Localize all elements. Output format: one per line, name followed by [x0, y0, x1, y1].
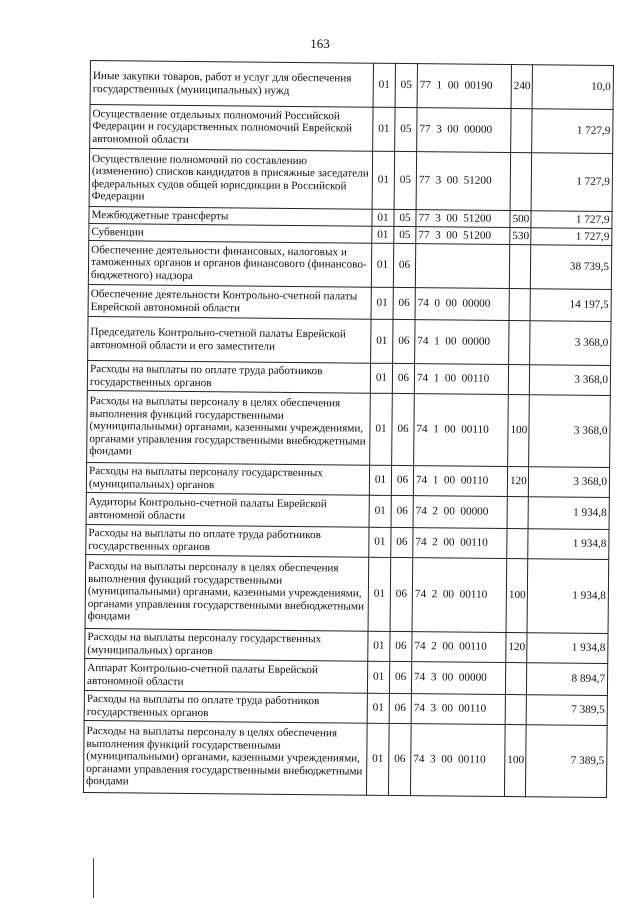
row-subsection-code: 06 — [388, 723, 411, 795]
row-expense-type-code — [511, 109, 532, 153]
table-row — [84, 658, 607, 695]
row-expense-type-code — [505, 663, 526, 695]
row-expense-type-code: 500 — [510, 211, 531, 228]
row-name: Аудиторы Контрольно-счетной палаты Еврейской автономной области — [86, 492, 369, 527]
row-subsection-code: 05 — [395, 63, 417, 107]
row-target-article-code: 74 1 00 00110 — [414, 364, 508, 395]
row-name: Расходы на выплаты по оплате труда работников государственных органов — [87, 360, 370, 393]
row-name: Расходы на выплаты персоналу в целях обеспечения выполнения функций государственными (муниципальными) органами, казенными учреждениями, органами управления государственными внебюджетными фондами — [85, 554, 369, 631]
row-name: Аппарат Контрольно-счетной палаты Еврейской автономной области — [84, 658, 367, 693]
row-name: Осуществление полномочий по составлению (изменению) списков кандидатов в присяжные заседатели федеральных судов общей юрисдикции в Российской Федерации — [89, 149, 373, 210]
row-section-code: 01 — [369, 495, 391, 527]
row-target-article-code: 77 1 00 00190 — [417, 64, 511, 109]
row-target-article-code: 74 1 00 00110 — [414, 394, 509, 467]
row-expense-type-code: 240 — [511, 65, 532, 109]
row-target-article-code: 74 3 00 00110 — [411, 694, 505, 725]
row-section-code: 01 — [371, 243, 393, 287]
row-amount: 1 727,9 — [531, 228, 612, 246]
row-subsection-code: 05 — [394, 151, 417, 209]
row-subsection-code: 06 — [391, 527, 413, 557]
row-section-code: 01 — [369, 465, 391, 495]
row-subsection-code: 06 — [390, 631, 412, 661]
row-amount: 1 727,9 — [531, 211, 612, 229]
table-row — [86, 524, 609, 559]
row-amount: 3 368,0 — [529, 395, 611, 468]
row-target-article-code: 77 3 00 51200 — [416, 210, 510, 228]
row-target-article-code: 74 3 00 00000 — [411, 662, 505, 695]
row-section-code: 01 — [373, 107, 395, 151]
row-expense-type-code: 100 — [508, 395, 530, 467]
row-amount: 3 368,0 — [530, 321, 611, 366]
row-subsection-code: 06 — [389, 661, 411, 693]
row-amount: 3 368,0 — [528, 467, 609, 498]
table-row — [90, 105, 613, 154]
table-row — [86, 492, 609, 529]
row-amount: 1 934,8 — [528, 529, 609, 560]
row-amount: 14 197,5 — [530, 289, 611, 322]
table-row — [90, 61, 613, 110]
row-amount: 1 934,8 — [527, 559, 609, 634]
row-name: Субвенции — [89, 223, 372, 243]
row-amount: 3 368,0 — [529, 365, 610, 396]
row-name: Расходы на выплаты персоналу государственных (муниципальных) органов — [85, 628, 368, 661]
row-amount: 1 727,9 — [532, 109, 613, 154]
row-name: Межбюджетные трансферты — [89, 206, 372, 226]
row-expense-type-code: 120 — [507, 467, 528, 497]
row-subsection-code: 05 — [394, 226, 416, 243]
row-expense-type-code: 530 — [510, 228, 531, 245]
row-subsection-code: 06 — [392, 363, 414, 393]
row-expense-type-code — [509, 245, 530, 289]
row-name: Осуществление отдельных полномочий Российской Федерации и государственных полномочий Еврейской автономной области — [90, 105, 373, 152]
row-target-article-code: 74 3 00 00110 — [410, 724, 505, 797]
row-subsection-code: 06 — [390, 557, 413, 631]
table-row — [88, 240, 611, 289]
row-subsection-code: 06 — [393, 287, 415, 319]
row-section-code: 01 — [367, 661, 389, 693]
row-subsection-code: 05 — [395, 107, 417, 151]
row-section-code: 01 — [370, 393, 393, 465]
row-section-code: 01 — [366, 723, 389, 795]
row-name: Расходы на выплаты персоналу в целях обеспечения выполнения функций государственными (муниципальными) органами, казенными учреждениями, органами управления государственными внебюджетными фондами — [83, 720, 367, 795]
row-target-article-code: 74 1 00 00000 — [415, 320, 509, 365]
row-expense-type-code — [509, 321, 530, 365]
row-name: Расходы на выплаты по оплате труда работников государственных органов — [84, 690, 367, 723]
row-subsection-code: 06 — [391, 465, 413, 495]
row-section-code: 01 — [371, 319, 393, 363]
page-number: 163 — [310, 36, 330, 51]
row-name: Расходы на выплаты по оплате труда работников государственных органов — [86, 524, 369, 557]
row-subsection-code: 06 — [392, 393, 415, 465]
row-amount: 10,0 — [532, 65, 613, 110]
row-section-code: 01 — [371, 287, 393, 319]
table-row — [83, 720, 607, 797]
row-section-code: 01 — [373, 63, 395, 107]
row-amount: 38 739,5 — [530, 245, 611, 290]
row-target-article-code: 77 3 00 51200 — [416, 227, 510, 245]
row-amount: 1 934,8 — [528, 497, 609, 530]
row-target-article-code: 74 2 00 00000 — [413, 496, 507, 529]
row-amount: 1 934,8 — [527, 633, 608, 664]
table-row — [88, 284, 611, 321]
row-subsection-code: 05 — [394, 209, 416, 226]
row-amount: 8 894,7 — [526, 663, 607, 696]
row-section-code: 01 — [369, 527, 391, 557]
row-name: Обеспечение деятельности Контрольно-счетной палаты Еврейской автономной области — [88, 284, 371, 319]
row-expense-type-code: 120 — [506, 633, 527, 663]
row-target-article-code: 77 3 00 00000 — [417, 108, 511, 153]
margin-line — [93, 858, 94, 898]
row-target-article-code — [415, 244, 509, 289]
row-subsection-code: 06 — [389, 693, 411, 723]
row-name: Председатель Контрольно-счетной палаты Еврейской автономной области и его заместители — [88, 316, 371, 363]
row-name: Расходы на выплаты персоналу государственных (муниципальных) органов — [86, 462, 369, 495]
table-row — [88, 316, 611, 365]
row-subsection-code: 06 — [391, 495, 413, 527]
row-name: Расходы на выплаты персоналу в целях обеспечения выполнения функций государственными (муниципальными) органами, казенными учреждениями, органами управления государственными внебюджетными фондами — [87, 390, 371, 465]
table-row — [89, 149, 613, 212]
row-section-code: 01 — [372, 209, 394, 226]
row-target-article-code: 74 2 00 00110 — [412, 558, 507, 633]
row-target-article-code: 77 3 00 51200 — [416, 152, 511, 211]
row-amount: 7 389,5 — [525, 725, 607, 798]
row-expense-type-code — [509, 289, 530, 321]
table-row — [85, 554, 609, 633]
row-expense-type-code — [510, 153, 532, 211]
row-target-article-code: 74 1 00 00110 — [413, 466, 507, 497]
row-amount: 1 727,9 — [531, 153, 613, 212]
row-expense-type-code: 100 — [504, 725, 526, 797]
budget-table — [83, 60, 614, 798]
row-section-code: 01 — [370, 363, 392, 393]
row-target-article-code: 74 2 00 00110 — [413, 528, 507, 559]
row-target-article-code: 74 0 00 00000 — [415, 288, 509, 321]
row-section-code: 01 — [367, 693, 389, 723]
row-expense-type-code — [507, 497, 528, 529]
row-expense-type-code: 100 — [506, 559, 528, 633]
row-section-code: 01 — [368, 631, 390, 661]
row-expense-type-code — [508, 365, 529, 395]
row-subsection-code: 06 — [393, 243, 415, 287]
row-section-code: 01 — [368, 557, 391, 631]
table-row — [87, 390, 611, 467]
row-amount: 7 389,5 — [526, 695, 607, 726]
row-expense-type-code — [505, 695, 526, 725]
row-expense-type-code — [507, 529, 528, 559]
budget-table-body — [83, 61, 613, 798]
row-target-article-code: 74 2 00 00110 — [412, 632, 506, 663]
row-section-code: 01 — [372, 151, 395, 209]
row-name: Обеспечение деятельности финансовых, налоговых и таможенных органов и органов финансового (финансово-бюджетного) надзора — [88, 240, 371, 287]
row-name: Иные закупки товаров, работ и услуг для обеспечения государственных (муниципальных) нужд — [90, 61, 373, 108]
row-section-code: 01 — [372, 226, 394, 243]
row-subsection-code: 06 — [393, 319, 415, 363]
